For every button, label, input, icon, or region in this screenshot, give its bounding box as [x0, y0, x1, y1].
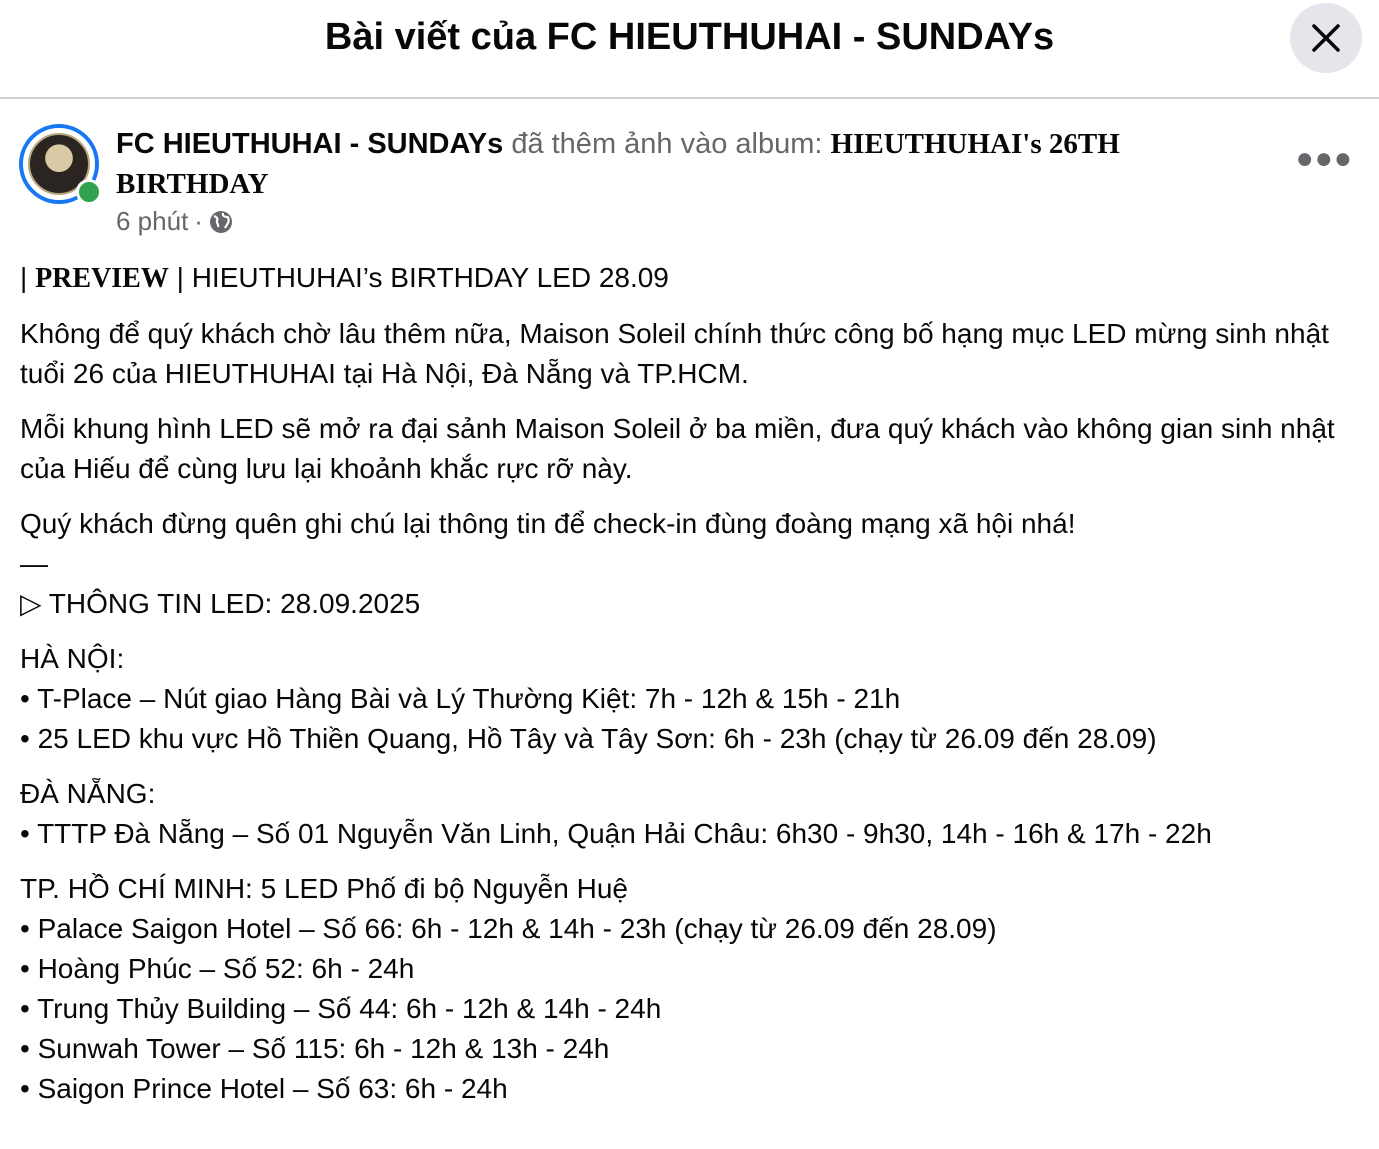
online-status-dot: [76, 179, 102, 205]
album-link[interactable]: HIEUTHUHAI's 26TH BIRTHDAY: [116, 128, 1120, 200]
close-icon: [1311, 23, 1341, 53]
divider: —: [20, 548, 48, 579]
list-item: • 25 LED khu vực Hồ Thiền Quang, Hồ Tây và Tây Sơn: 6h - 23h (chạy từ 26.09 đến 28.09): [20, 723, 1157, 754]
post-author-line: [116, 124, 1196, 204]
section-title: ĐÀ NẴNG:: [20, 778, 156, 809]
post-time[interactable]: 6 phút: [116, 206, 189, 236]
list-item: • Hoàng Phúc – Số 52: 6h - 24h: [20, 953, 415, 984]
author-name-link[interactable]: FC HIEUTHUHAI - SUNDAYs: [116, 128, 504, 160]
danang-section: [20, 774, 1375, 854]
list-item: • TTTP Đà Nẵng – Số 01 Nguyễn Văn Linh, Quận Hải Châu: 6h30 - 9h30, 14h - 16h & 17h - 22h: [20, 818, 1212, 849]
hcm-section: [20, 869, 1375, 1109]
list-item: • Saigon Prince Hotel – Số 63: 6h - 24h: [20, 1073, 508, 1104]
section-title: HÀ NỘI:: [20, 643, 125, 674]
list-item: • Trung Thủy Building – Số 44: 6h - 12h & 14h - 24h: [20, 993, 662, 1024]
post-meta: [116, 206, 233, 237]
meta-separator: ·: [194, 206, 203, 236]
more-options-button[interactable]: ●●●: [1295, 142, 1353, 175]
globe-icon: [209, 210, 233, 234]
dialog-header: [0, 0, 1379, 99]
paragraph-3: Quý khách đừng quên ghi chú lại thông tin để check-in đùng đoàng mạng xã hội nhá!: [20, 508, 1076, 539]
paragraph-1: Không để quý khách chờ lâu thêm nữa, Maison Soleil chính thức công bố hạng mục LED mừng sinh nhật tuổi 26 của HIEUTHUHAI tại Hà Nội, Đà Nẵng và TP.HCM.: [20, 318, 1329, 389]
hanoi-section: [20, 639, 1375, 759]
led-info-title: ▷ THÔNG TIN LED: 28.09.2025: [20, 588, 421, 619]
headline: | PREVIEW | HIEUTHUHAI’s BIRTHDAY LED 28.09: [20, 262, 669, 294]
section-title: TP. HỒ CHÍ MINH: 5 LED Phố đi bộ Nguyễn Huệ: [20, 873, 628, 904]
post-body: [20, 258, 1375, 1109]
close-button[interactable]: [1290, 3, 1362, 73]
list-item: • Sunwah Tower – Số 115: 6h - 12h & 13h - 24h: [20, 1033, 610, 1064]
list-item: • T-Place – Nút giao Hàng Bài và Lý Thường Kiệt: 7h - 12h & 15h - 21h: [20, 683, 901, 714]
action-text: đã thêm ảnh vào album:: [511, 128, 823, 160]
dialog-title: Bài viết của FC HIEUTHUHAI - SUNDAYs: [324, 16, 1055, 58]
list-item: • Palace Saigon Hotel – Số 66: 6h - 12h & 14h - 23h (chạy từ 26.09 đến 28.09): [20, 913, 997, 944]
paragraph-2: Mỗi khung hình LED sẽ mở ra đại sảnh Maison Soleil ở ba miền, đưa quý khách vào không gian sinh nhật của Hiếu để cùng lưu lại khoảnh khắc rực rỡ này.: [20, 413, 1335, 484]
